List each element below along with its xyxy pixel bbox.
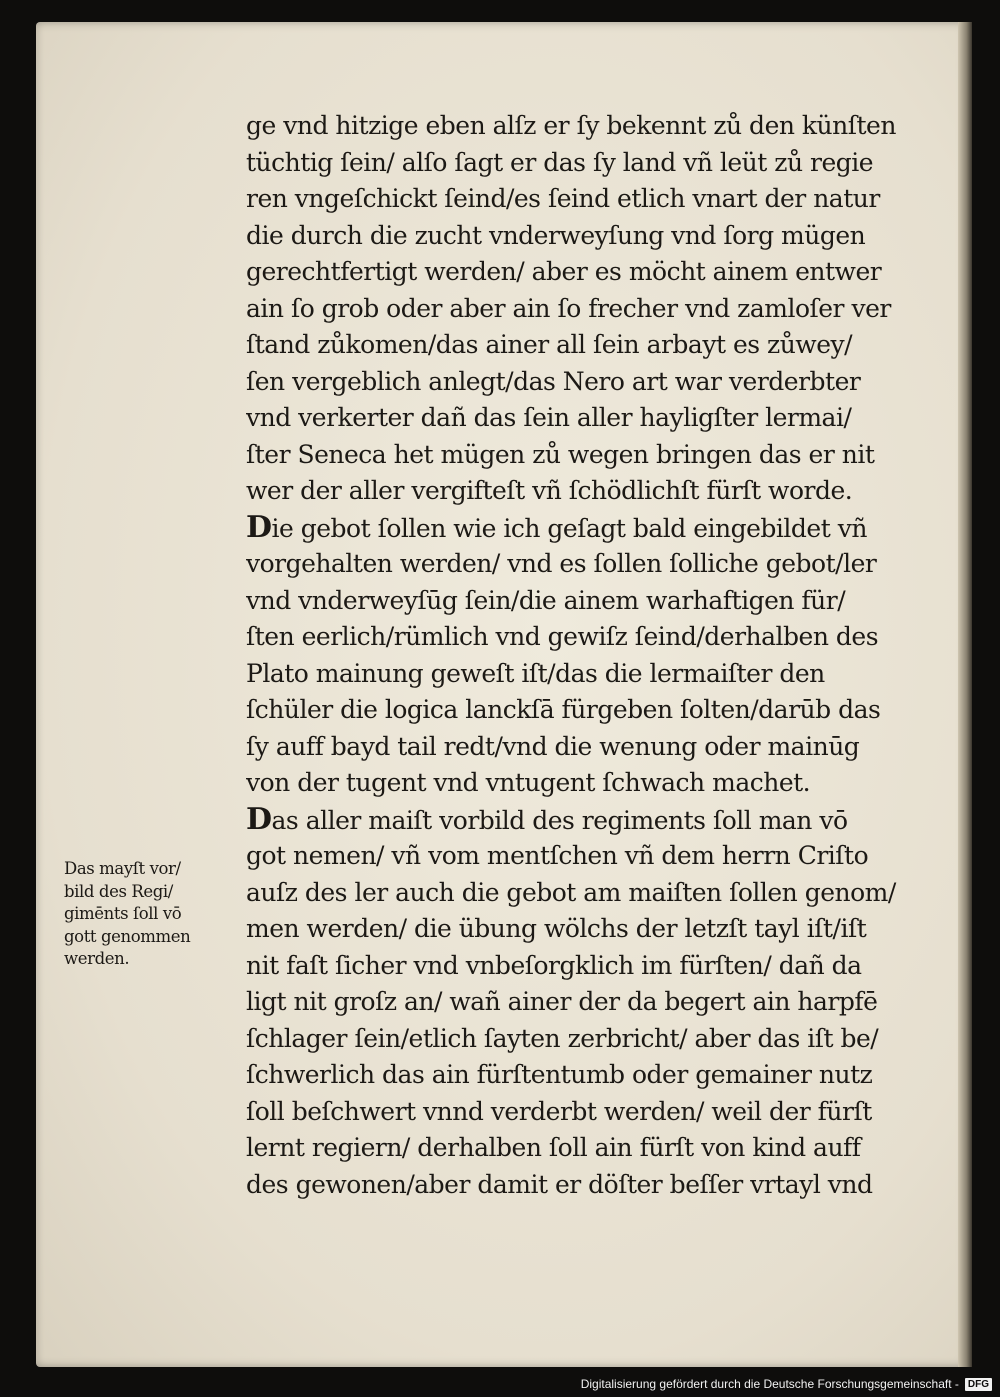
dfg-logo: DFG xyxy=(965,1378,992,1391)
marginal-note xyxy=(64,858,260,971)
text-line: vnd vnderweyſūg ſein/die ainem warhaftigen für/ xyxy=(246,585,846,615)
text-line: ſchwerlich das ain fürſtentumb oder gemainer nutz xyxy=(246,1060,873,1089)
marginal-note-line: gott genommen xyxy=(64,926,191,946)
marginal-note-line: werden. xyxy=(64,949,130,968)
text-line: ain ſo grob oder aber ain ſo frecher vnd zamloſer ver xyxy=(246,293,891,323)
text-line: tüchtig ſein/ alſo ſagt er das ſy land vñ leüt zů regie xyxy=(246,147,874,177)
main-text-block xyxy=(246,108,946,1203)
marginal-note-line: Das mayſt vor/ xyxy=(64,859,181,878)
text-line: lernt regiern/ derhalben ſoll ain fürſt von kind auff xyxy=(246,1133,861,1162)
footer-credit xyxy=(581,1373,992,1395)
marginal-note-line: bild des Regi/ xyxy=(64,881,173,901)
marginal-note-line: gimēnts ſoll vō xyxy=(64,904,182,923)
text-line: vnd verkerter dañ das ſein aller hayligſter lermai/ xyxy=(246,403,852,432)
paragraph-initial-line: Das aller maiſt vorbild des regiments ſoll man vō xyxy=(246,801,848,837)
text-line: ſter Seneca het mügen zů wegen bringen das er nit xyxy=(246,439,875,469)
page-gutter-shadow xyxy=(958,22,972,1367)
text-line: ſen vergeblich anlegt/das Nero art war verderbter xyxy=(246,366,861,396)
text-line: ſtand zůkomen/das ainer all ſein arbayt es zůwey/ xyxy=(246,330,853,359)
text-line: ſy auff bayd tail redt/vnd die wenung oder mainūg xyxy=(246,731,860,761)
text-line: ſchüler die logica lanckſā fürgeben ſolten/darūb das xyxy=(246,695,881,724)
text-line: die durch die zucht vnderweyſung vnd ſorg mügen xyxy=(246,220,866,250)
text-line: vorgehalten werden/ vnd es ſollen ſolliche gebot/ler xyxy=(246,549,877,578)
text-line: Plato mainung geweſt iſt/das die lermaiſter den xyxy=(246,658,825,688)
text-line: ſten eerlich/rümlich vnd gewiſz ſeind/derhalben des xyxy=(246,622,879,651)
text-line: gerechtfertigt werden/ aber es möcht ainem entwer xyxy=(246,257,882,286)
text-line: ligt nit groſz an/ wañ ainer der da begert ain harpfē xyxy=(246,987,878,1016)
book-page xyxy=(36,22,972,1367)
text-line: ren vngeſchickt ſeind/es ſeind etlich vnart der natur xyxy=(246,184,880,213)
text-line: ſoll beſchwert vnnd verderbt werden/ weil der fürſt xyxy=(246,1096,872,1126)
text-line: ge vnd hitzige eben alſz er ſy bekennt zů den künſten xyxy=(246,111,896,140)
text-line: got nemen/ vñ vom mentſchen vñ dem herrn Criſto xyxy=(246,841,869,870)
text-line: wer der aller vergifteſt vñ ſchödlichſt fürſt worde. xyxy=(246,476,853,505)
text-line: auſz des ler auch die gebot am maiſten ſollen genom/ xyxy=(246,877,896,907)
text-line: von der tugent vnd vntugent ſchwach machet. xyxy=(246,768,811,797)
text-line: men werden/ die übung wölchs der letzſt tayl iſt/iſt xyxy=(246,914,867,943)
text-line: des gewonen/aber damit er döſter beſſer vrtayl vnd xyxy=(246,1169,873,1199)
footer-credit-text: Digitalisierung gefördert durch die Deutsche Forschungsgemeinschaft - xyxy=(580,1377,959,1391)
text-line: ſchlager ſein/etlich ſayten zerbricht/ aber das iſt be/ xyxy=(246,1023,879,1053)
paragraph-initial-line: Die gebot ſollen wie ich geſagt bald eingebildet vñ xyxy=(246,509,867,545)
text-line: nit faſt ſicher vnd vnbeſorgklich im fürſten/ dañ da xyxy=(246,950,862,980)
